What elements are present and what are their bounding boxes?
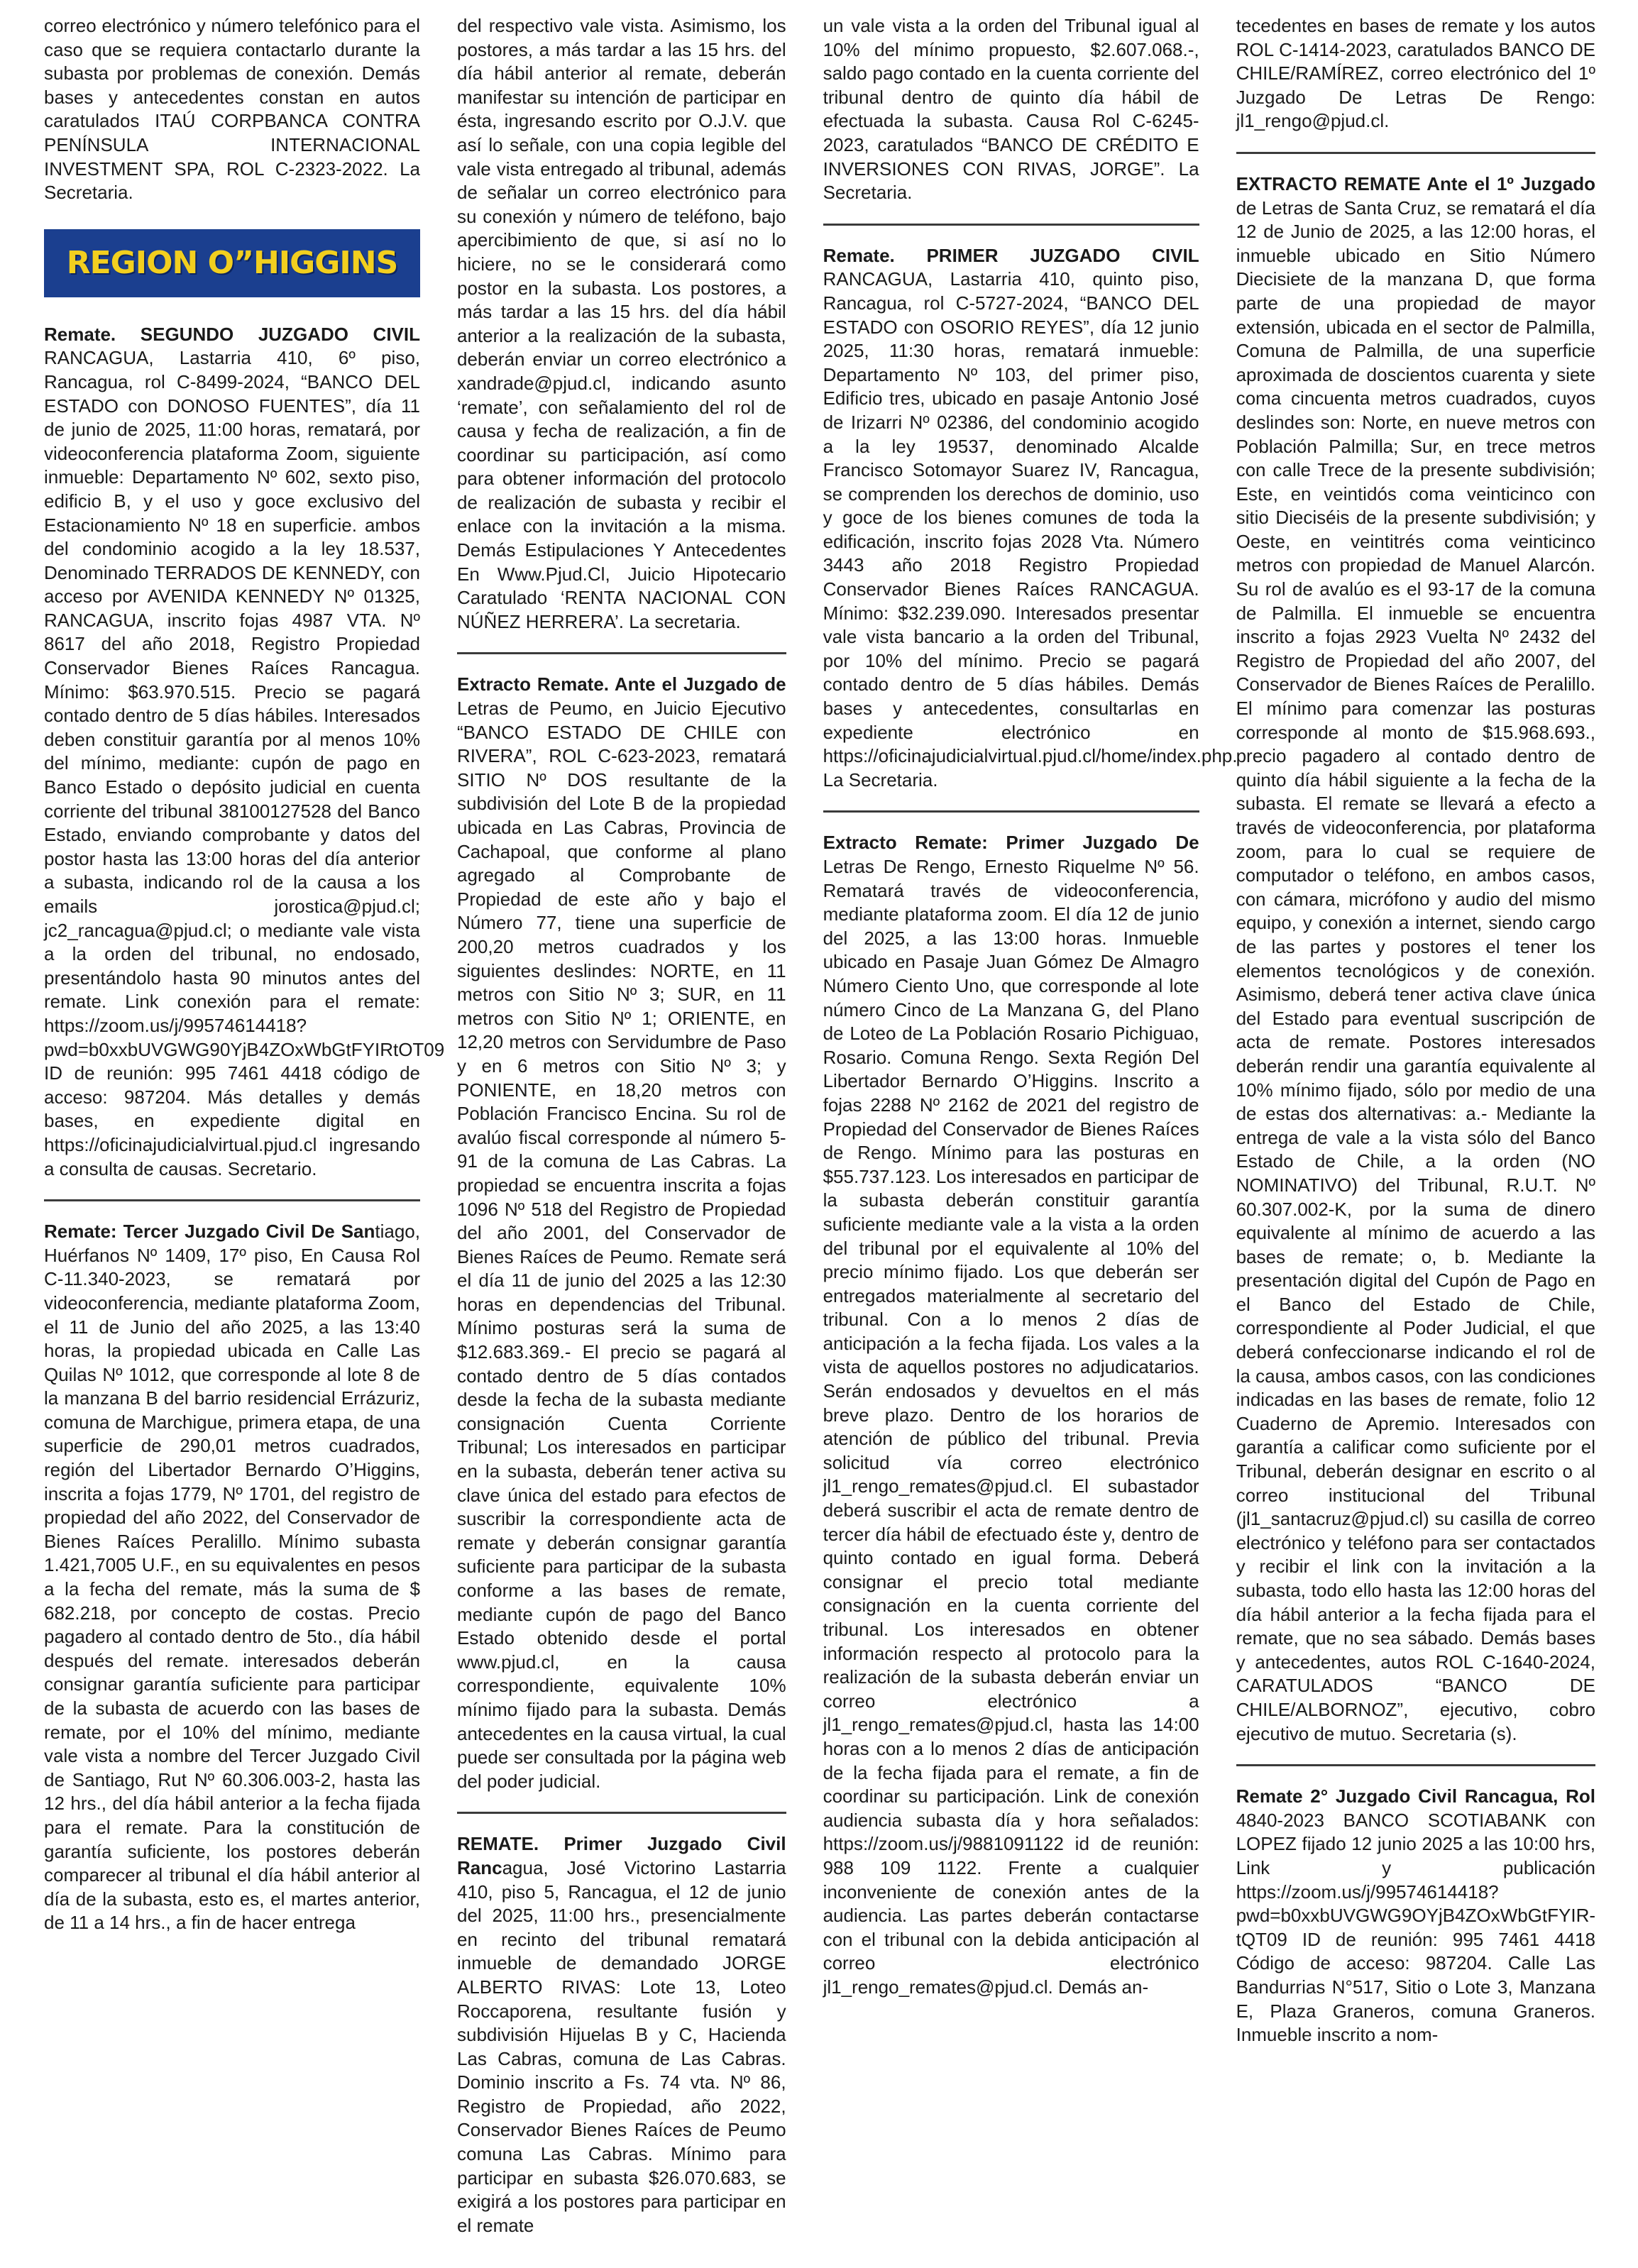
notice-body: un vale vista a la orden del Tribunal igual al 10% del mínimo propuesto, $2.607.068.-, saldo pago contado en la cuenta corriente del tribunal dentro de quinto día hábil de efectuada la subasta. Causa Rol C-6245-2023, caratulados “BANCO DE CRÉDITO E INVERSIONES CON RIVAS, JORGE”. La Secretaria.	[823, 15, 1199, 204]
notice	[1236, 172, 1595, 1753]
notice	[823, 244, 1238, 800]
notice-body: correo electrónico y número telefónico para el caso que se requiera contactarlo durante la subasta por problemas de conexión. Demás bases y antecedentes constan en autos caratulados ITAÚ CORPBANCA CONTRA PENÍNSULA INTERNACIONAL INVESTMENT SPA, ROL C-2323-2022. La Secretaria.	[44, 15, 420, 204]
section-title: REGION O”HIGGINS	[66, 244, 398, 281]
notice-divider	[457, 652, 786, 654]
notice-body: Letras De Rengo, Ernesto Riquelme Nº 56. Rematará través de videoconferencia, mediante plataforma zoom. El día 12 de junio del 2025, a las 13:00 horas. Inmueble ubicado en Pasaje Juan Gómez De Almagro Número Ciento Uno, que corresponde al lote número Cinco de La Manzana G, del Plano de Loteo de La Población Rosario Pichiguao, Rosario. Comuna Rengo. Sexta Región Del Libertador Bernardo O’Higgins. Inscrito a fojas 2288 Nº 2162 de 2021 del registro de Propiedad del Conservador de Bienes Raíces de Rengo. Mínimo para las posturas en $55.737.123. Los interesados en participar de la subasta deberán constituir garantía suficiente mediante vale a la vista a la orden del tribunal por el equivalente al 10% del precio mínimo fijado. Los que deberán ser entregados materialmente al secretario del tribunal. Con a lo menos 2 días de anticipación a la fecha fijada. Los vales a la vista de aquellos postores no adjudicatarios. Serán endosados y devueltos en el más breve plazo. Dentro de los horarios de atención de público del tribunal. Previa solicitud vía correo electrónico jl1_rengo_remates@pjud.cl. El subastador deberá suscribir el acta de remate dentro de tercer día hábil de efectuado éste y, dentro de quinto contado en igual forma. Deberá consignar el precio total mediante consignación en la cuenta corriente del tribunal. Los interesados en obtener información respecto al protocolo para la realización de la subasta deberán enviar un correo electrónico a jl1_rengo_remates@pjud.cl, hasta las 14:00 horas con a lo menos 2 días de anticipación de la fecha fijada para el remate, a fin de coordinar su participación. Link de conexión audiencia subasta día y hora señalados: https://zoom.us/j/9881091122 id de reunión: 988 109 1122. Frente a cualquier inconveniente de conexión antes de la audiencia. Las partes deberán contactarse con el tribunal con la debida anticipación al correo electrónico jl1_rengo_remates@pjud.cl. Demás an-	[823, 856, 1199, 1998]
notice	[44, 1220, 420, 1942]
notice-divider	[823, 810, 1199, 813]
notice-body: tecedentes en bases de remate y los autos ROL C-1414-2023, caratulados BANCO DE CHILE/RAMÍREZ, correo electrónico del 1º Juzgado De Letras De Rengo: jl1_rengo@pjud.cl.	[1236, 15, 1595, 132]
section-banner	[44, 229, 420, 297]
column-1	[44, 14, 445, 2268]
notice-divider	[1236, 1764, 1595, 1766]
notice-body: Letras de Peumo, en Juicio Ejecutivo “BANCO ESTADO DE CHILE con RIVERA”, ROL C-623-2023, rematará SITIO Nº DOS resultante de la subdivisión del Lote B de la propiedad ubicada en Las Cabras, Provincia de Cachapoal, que conforme al plano agregado al Comprobante de Propiedad de este año y bajo el Número 77, tiene una superficie de 200,20 metros cuadrados y los siguientes deslindes: NORTE, en 11 metros con Sitio Nº 3; SUR, en 11 metros con Sitio Nº 1; ORIENTE, en 12,20 metros con Servidumbre de Paso y en 6 metros con Sitio Nº 3; y PONIENTE, en 18,20 metros con Población Francisco Encina. Su rol de avalúo fiscal corresponde al número 5-91 de la comuna de Las Cabras. La propiedad se encuentra inscrita a fojas 1096 Nº 518 del Registro de Propiedad del año 2001, del Conservador de Bienes Raíces de Peumo. Remate será el día 11 de junio del 2025 a las 12:30 horas en dependencias del Tribunal. Mínimo posturas será la suma de $12.683.369.- El precio se pagará al contado dentro de 5 días contados desde la fecha de la subasta mediante consignación Cuenta Corriente Tribunal; Los interesados en participar en la subasta, deberán tener activa su clave única del estado para efectos de suscribir la correspondiente acta de remate y deberán consignar garantía suficiente para participar de la subasta conforme a las bases de remate, mediante cupón de pago del Banco Estado obtenido desde el portal www.pjud.cl, en la causa correspondiente, equivalente 10% mínimo fijado para la subasta. Demás antecedentes en la causa virtual, la cual puede ser consultada por la página web del poder judicial.	[457, 698, 786, 1792]
notice-body: de Letras de Santa Cruz, se rematará el día 12 de Junio de 2025, a las 12:00 horas, el inmueble ubicado en Sitio Número Diecisiete de la manzana D, que forma parte de una propiedad de mayor extensión, ubicada en el sector de Palmilla, Comuna de Palmilla, de una superficie aproximada de doscientos cuarenta y siete coma cincuenta metros cuadrados, cuyos deslindes son: Norte, en nueve metros con Población Palmilla; Sur, en trece metros con calle Trece de la presente subdivisión; Este, en veintidós coma veinticinco con sitio Dieciséis de la presente subdivisión; y Oeste, en veintitrés coma veinticinco metros con propiedad de Manuel Alarcón. Su rol de avalúo es el 93-17 de la comuna de Palmilla. El inmueble se encuentra inscrito a fojas 2923 Vuelta Nº 2432 del Registro de Propiedad del año 2007, del Conservador de Bienes Raíces de Peralillo. El mínimo para comenzar las posturas corresponde al monto de $15.968.693., precio pagadero al contado dentro de quinto día hábil siguiente a la fecha de la subasta. El remate se llevará a efecto a través de videoconferencia, por plataforma zoom, para lo cual se requiere de computador o teléfono, en ambos casos, con cámara, micrófono y audio del mismo equipo, y conexión a internet, siendo cargo de las partes y postores el tener los elementos tecnológicos y de conexión. Asimismo, deberá tener activa clave única del Estado para eventual suscripción de acta de remate. Postores interesados deberán rendir una garantía equivalente al 10% mínimo fijado, sólo por medio de una de estas dos alternativas: a.- Mediante la entrega de vale a la vista sólo del Banco Estado de Chile, a la orden (NO NOMINATIVO) del Tribunal, R.U.T. Nº 60.307.002-K, por la suma de dinero equivalente al mínimo de acuerdo a las bases de remate; o, b. Mediante la presentación digital del Cupón de Pago en el Banco del Estado de Chile, correspondiente al Poder Judicial, el que deberá confeccionarse indicando el rol de la causa, ambos casos, con las condiciones indicadas en las bases de remate, folio 12 Cuaderno de Apremio. Interesados con garantía a calificar como suficiente por el Tribunal, deberán designar en escrito o al correo institucional del Tribunal (jl1_santacruz@pjud.cl) su casilla de correo electrónico y teléfono para ser contactados y recibir el link con la invitación a la subasta, todo ello hasta las 12:00 horas del día hábil anterior a la fecha fijada para el remate, que no sea sábado. Demás bases y antecedentes, autos ROL C-1640-2024, CARATULADOS “BANCO DE CHILE/ALBORNOZ”, ejecutivo, cobro ejecutivo de mutuo. Secretaria (s).	[1236, 197, 1595, 1744]
notice	[1236, 1785, 1595, 2054]
notice-divider	[823, 224, 1199, 226]
column-2	[457, 14, 786, 2268]
notice-title: Remate: Tercer Juzgado Civil De San	[44, 1221, 375, 1243]
notice	[44, 323, 445, 1188]
notice-continued	[1236, 14, 1595, 141]
column-3	[823, 14, 1238, 2268]
notice-divider	[457, 1812, 786, 1814]
notice-title: Extracto Remate: Primer Juzgado De	[823, 832, 1199, 854]
notice-title: REMATE. Primer Juzgado Civil Ranc	[457, 1833, 786, 1878]
notice-body: agua, José Victorino Lastarria 410, piso 5, Rancagua, el 12 de junio del 2025, 11:00 hrs., presencialmente en recinto del tribunal rematará inmueble de demandado JORGE ALBERTO RIVAS: Lote 13, Loteo Roccaporena, resultante fusión y subdivisión Hijuelas B y C, Hacienda Las Cabras, comuna de Las Cabras. Dominio inscrito a Fs. 74 vta. Nº 86, Registro de Propiedad, año 2022, Conservador Bienes Raíces de Peumo comuna Las Cabras. Mínimo para participar en subasta $26.070.683, se exigirá a los postores para participar en el remate	[457, 1856, 786, 2236]
notice-body: RANCAGUA, Lastarria 410, 6º piso, Rancagua, rol C-8499-2024, “BANCO DEL ESTADO con DONOSO FUENTES”, día 11 de junio de 2025, 11:00 horas, rematará, por videoconferencia plataforma Zoom, siguiente inmueble: Departamento Nº 602, sexto piso, edificio B, y el uso y goce exclusivo del Estacionamiento Nº 18 en superficie. ambos del condominio acogido a la ley 18.537, Denominado TERRADOS DE KENNEDY, con acceso por AVENIDA KENNEDY Nº 01325, RANCAGUA, inscrito fojas 4987 VTA. Nº 8617 del año 2018, Registro Propiedad Conservador Bienes Raíces Rancagua. Mínimo: $63.970.515. Precio se pagará contado dentro de 5 días hábiles. Interesados deben constituir garantía por al menos 10% del mínimo, mediante: cupón de pago en Banco Estado o depósito judicial en cuenta corriente del tribunal 38100127528 del Banco Estado, enviando comprobante y datos del postor hasta las 13:00 horas del día anterior a subasta, indicando rol de la causa a los emails jorostica@pjud.cl; jc2_rancagua@pjud.cl; o mediante vale vista a la orden del tribunal, no endosado, presentándolo hasta 90 minutos antes del remate. Link conexión para el remate: https://zoom.us/j/99574614418?pwd=b0xxbUVGWG90YjB4ZOxWbGtFYIRtOT09 ID de reunión: 995 7461 4418 código de acceso: 987204. Más detalles y demás bases, en expediente digital en https://oficinajudicialvirtual.pjud.cl ingresando a consulta de causas. Secretario.	[44, 347, 445, 1179]
notice-title: Remate. SEGUNDO JUZGADO CIVIL	[44, 323, 420, 345]
notice-divider	[1236, 152, 1595, 154]
notice-body: tiago, Huérfanos Nº 1409, 17º piso, En Causa Rol C-11.340-2023, se rematará por videoconferencia, mediante plataforma Zoom, el 11 de Junio del año 2025, a las 13:40 horas, la propiedad ubicada en Calle Las Quilas Nº 1012, que corresponde al lote 8 de la manzana B del barrio residencial Errázuriz, comuna de Marchigue, primera etapa, de una superficie de 290,01 metros cuadrados, región del Libertador Bernardo O’Higgins, inscrita a fojas 1779, Nº 1701, del registro de propiedad del año 2022, del Conservador de Bienes Raíces Peralillo. Mínimo subasta 1.421,7005 U.F., en su equivalentes en pesos a la fecha del remate, más la suma de $ 682.218, por concepto de costas. Precio pagadero al contado dentro de 5to., día hábil después del remate. interesados deberán consignar garantía suficiente para participar de la subasta de acuerdo con las bases de remate, por el 10% del mínimo, mediante vale vista a nombre del Tercer Juzgado Civil de Santiago, Rut Nº 60.306.003-2, hasta las 12 hrs., del día hábil anterior a la fecha fijada para el remate. Para la constitución de garantía suficiente, los postores deberán comparecer al tribunal el día hábil anterior al día de la subasta, esto es, el martes anterior, de 11 a 14 hrs., a fin de hacer entrega	[44, 1221, 420, 1934]
notice-title: EXTRACTO REMATE Ante el 1º Juzgado	[1236, 172, 1595, 194]
notice-title: Remate. PRIMER JUZGADO CIVIL	[823, 244, 1199, 266]
column-4	[1236, 14, 1595, 2268]
notice-body: 4840-2023 BANCO SCOTIABANK con LOPEZ fijado 12 junio 2025 a las 10:00 hrs, Link y publicación https://zoom.us/j/99574614418?pwd=b0xxbUVGWG9OYjB4ZOxWbGtFYIR- tQT09 ID de reunión: 995 7461 4418 Código de acceso: 987204. Calle Las Bandurrias N°517, Sitio o Lote 3, Manzana E, Plaza Graneros, comuna Graneros. Inmueble inscrito a nom-	[1236, 1809, 1595, 2046]
notice-continued	[823, 14, 1199, 212]
notice	[457, 673, 786, 1800]
notice	[823, 831, 1199, 2006]
notice-title: Extracto Remate. Ante el Juzgado de	[457, 673, 786, 695]
notice	[457, 1832, 786, 2245]
notice-body: del respectivo vale vista. Asimismo, los postores, a más tardar a las 15 hrs. del día hábil anterior al remate, deberán manifestar su intención de participar en ésta, ingresando escrito por O.J.V. que así lo señale, con una copia legible del vale vista entregado al tribunal, además de señalar un correo electrónico para su conexión y número de teléfono, bajo apercibimiento de que, si así no lo hiciere, no se le considerará como postor en la subasta. Los postores, a más tardar a las 15 hrs. del día hábil anterior a la realización de la subasta, deberán enviar un correo electrónico a xandrade@pjud.cl, indicando asunto ‘remate’, con señalamiento del rol de causa y fecha de realización, a fin de coordinar su participación, así como para obtener información del protocolo de realización de subasta y recibir el enlace con la invitación a la misma. Demás Estipulaciones Y Antecedentes En Www.Pjud.Cl, Juicio Hipotecario Caratulado ‘RENTA NACIONAL CON NÚÑEZ HERRERA’. La secretaria.	[457, 15, 786, 632]
notice-continued	[44, 14, 420, 212]
notice-title: Remate 2° Juzgado Civil Rancagua, Rol	[1236, 1785, 1595, 1807]
notice-continued	[457, 14, 786, 641]
notice-divider	[44, 1199, 420, 1201]
notice-body: RANCAGUA, Lastarria 410, quinto piso, Rancagua, rol C-5727-2024, “BANCO DEL ESTADO con OSORIO REYES”, día 12 junio 2025, 11:30 horas, rematará inmueble: Departamento Nº 103, del primer piso, Edificio tres, ubicado en pasaje Antonio José de Irizarri Nº 02386, del condominio acogido a la ley 19537, denominado Alcalde Francisco Sotomayor Suarez IV, Rancagua, se comprenden los derechos de dominio, uso y goce de los bienes comunes de toda la edificación, inscrito fojas 2028 Vta. Número 3443 año 2018 Registro Propiedad Conservador Bienes Raíces RANCAGUA. Mínimo: $32.239.090. Interesados presentar vale vista bancario a la orden del Tribunal, por 10% del mínimo. Precio se pagará contado dentro de 5 días hábiles. Demás bases y antecedentes, consultarlas en expediente electrónico en https://oficinajudicialvirtual.pjud.cl/home/index.php. La Secretaria.	[823, 268, 1238, 791]
